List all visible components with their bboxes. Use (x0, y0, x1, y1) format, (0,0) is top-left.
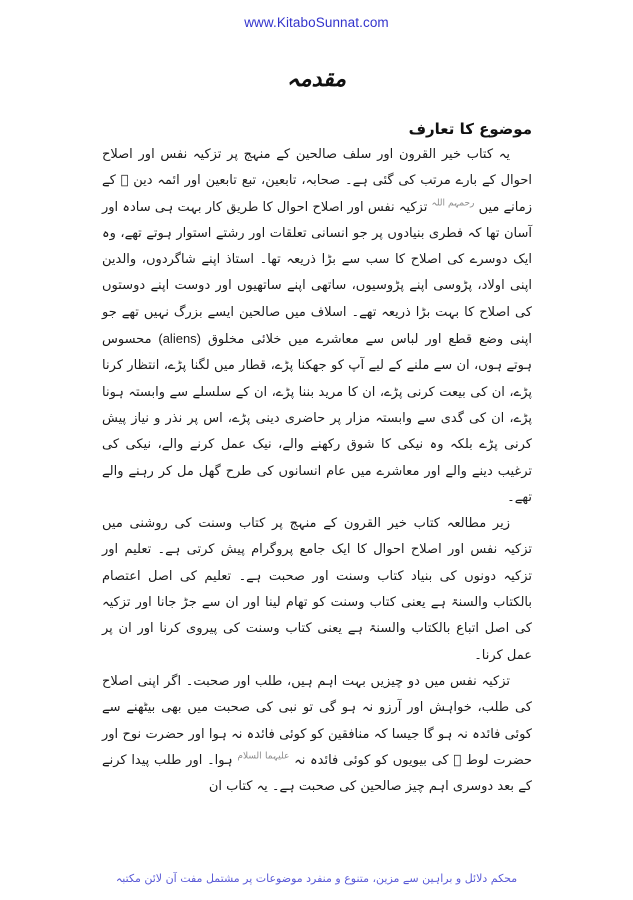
text-line: کرنی پڑے بلکہ وہ نیکی کا شوق رکھنے والے، نیک عمل کرنے والے، نیکی کی ترغیب دینے (102, 437, 532, 479)
text-line: یہ کتاب خیر القرون اور سلف صالحین کے منہج پر تزکیہ نفس اور اصلاح احوال کے (102, 147, 533, 189)
page-body (102, 116, 532, 800)
paragraph-2 (102, 511, 532, 669)
text-line: خواہش اور آرزو نہ ہو گی تو نبی کی صحبت میں بھی بیٹھنے سے کوئی فائدہ نہ ہو گا جیسا کہ (102, 700, 532, 742)
honorific-rahimahumullah-glyph: رحمہم اللہ (431, 198, 475, 209)
honorific-alayhimassalam-glyph: علیہما السلام (237, 751, 290, 762)
text-line: ساتھیوں اور دوست اپنے دوستوں کی اصلاح کا بہت بڑا ذریعہ تھے۔ اسلاف میں صالحین (102, 278, 532, 320)
text-line: پڑے، انتظار کرنا پڑے، ان کی بیعت کرنی پڑے، ان کا مرید بننا پڑے، ان کے سلسلے سے (102, 358, 532, 400)
paragraph-1 (102, 142, 532, 511)
chapter-title: مقدمہ (286, 66, 347, 92)
text-line: ایسے بزرگ نہیں تھے جو اپنی وضع قطع اور لباس سے معاشرے میں خلائی مخلوق (102, 304, 532, 348)
text-line: انسانی تعلقات اور رشتے استوار ہوتے تھے، وہ ایک دوسرے کی اصلاح کا سب سے بڑا (102, 225, 532, 268)
text-line: پیروی کرنا اور ان پر عمل کرنا۔ (102, 621, 532, 663)
text-line: وابستہ ہونا پڑے، ان کی گدی سے وابستہ مزار پر حاضری دینی پڑے، اس پر نذر و نیاز پیش (102, 384, 532, 426)
text-line: لینا اور ان سے جڑ جانا اور تزکیہ کی اصل اتباع بالکتاب والسنۃ ہے یعنی کتاب وسنت کی (102, 595, 532, 637)
paragraph-3 (102, 669, 532, 800)
text-line: اصلاح احوال کا ایک جامع پروگرام پیش کرتی ہے۔ تعلیم اور تزکیہ دونوں کی بنیاد کتاب (102, 542, 532, 584)
section-heading: موضوع کا تعارف (408, 120, 532, 138)
site-url-link[interactable]: www.KitaboSunnat.com (244, 15, 389, 30)
text-line: محسوس ہوتے ہوں، ان سے ملنے کے لیے آپ کو جھکنا پڑے، قطار میں لگنا (102, 332, 532, 374)
text-line: تزکیہ نفس اور اصلاح احوال کا طریق کار بہت ہی سادہ اور آسان تھا کہ فطری بنیادوں پر جو (102, 199, 532, 241)
text-line: بارے مرتب کی گئی ہے۔ صحابہ، تابعین، تبع تابعین اور ائمہ دین ﷭ کے زمانے میں (102, 173, 532, 215)
text-line: ذریعہ تھا۔ استاذ اپنے شاگردوں، والدین اپنی اولاد، پڑوسی اپنے پڑوسیوں، ساتھی اپنے (102, 252, 532, 294)
text-line: وسنت اور صحبت ہے۔ تعلیم کی اصل اعتصام بالکتاب والسنۃ ہے یعنی کتاب وسنت کو تھام (102, 568, 532, 611)
text-line: والے اور معاشرے میں عام انسانوں کی طرح گھل مل کر رہنے والے تھے۔ (102, 463, 532, 505)
text-line: منافقین کو کوئی فائدہ نہ ہوا اور حضرت نوح اور حضرت لوط ﷨ کی بیویوں کو کوئی فائدہ نہ (102, 726, 533, 768)
text-line: تزکیہ نفس میں دو چیزیں بہت اہم ہیں، طلب اور صحبت۔ اگر اپنی اصلاح کی طلب، (102, 673, 532, 716)
text-line: ہوا۔ اور طلب پیدا کرنے کے بعد دوسری اہم چیز صالحین کی صحبت ہے۔ یہ کتاب ان (102, 752, 532, 795)
footer-tagline: محکم دلائل و براہین سے مزین، متنوع و منفرد موضوعات پر مشتمل مفت آن لائن مکتبہ (115, 872, 518, 885)
aliens-word: (aliens) (158, 331, 201, 347)
text-line: زیر مطالعہ کتاب خیر القرون کے منہج پر کتاب وسنت کی روشنی میں تزکیہ نفس اور (102, 516, 532, 558)
